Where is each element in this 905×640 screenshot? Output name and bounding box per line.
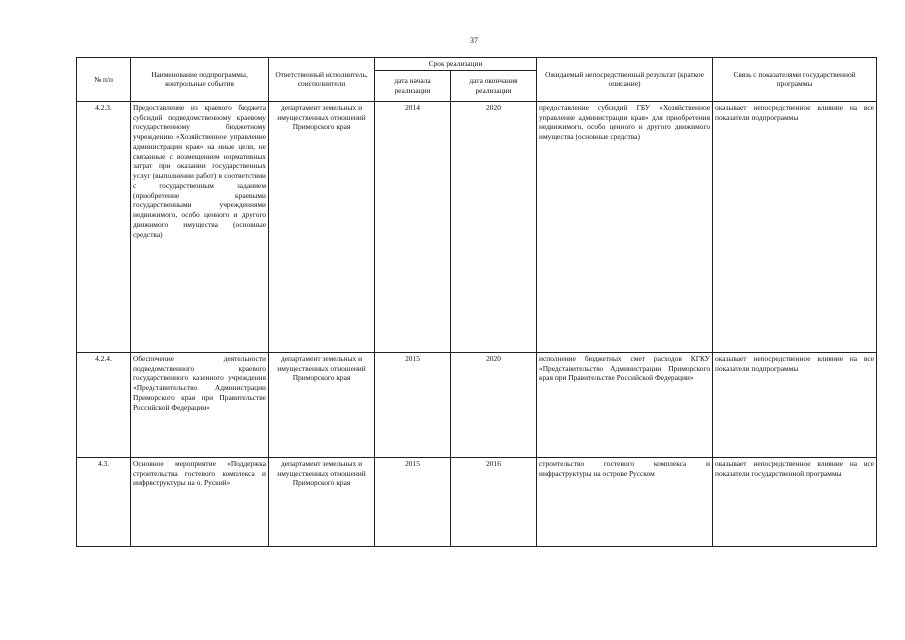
row-num: 4.2.3. — [77, 101, 131, 352]
header-end: дата окончания реализации — [451, 70, 537, 101]
row-start: 2015 — [375, 352, 451, 457]
header-result: Ожидаемый непосредственный результат (краткое описание) — [537, 58, 713, 102]
row-end: 2016 — [451, 457, 537, 546]
row-end: 2020 — [451, 352, 537, 457]
header-row — [77, 58, 877, 71]
row-name: Обеспечение деятельности подведомственного краевого государственного казенного учреждения «Представительство Администрации Приморского края при Правительстве Российской Федерации» — [131, 352, 269, 457]
row-name: Предоставление из краевого бюджета субсидий подведомственному краевому государственному бюджетному учреждению «Хозяйственное управление администрации края» на иные цели, не связанные с возмещением нормативных затрат при оказании государственных услуг (выполнении работ) в соответствии с государственным заданием (приобретение краевыми государственными учреждениями недвижимого, особо ценного и другого движимого имущества (основные средства) — [131, 101, 269, 352]
row-num: 4.2.4. — [77, 352, 131, 457]
header-start: дата начала реализации — [375, 70, 451, 101]
row-start: 2014 — [375, 101, 451, 352]
header-executor: Ответственный исполнитель, соисполнители — [269, 58, 375, 102]
table-row — [77, 352, 877, 457]
row-result: исполнение бюджетных смет расходов КГКУ «Представительство Администрации Приморского края при Правительстве Российской Федерации» — [537, 352, 713, 457]
header-link: Связь с показателями государственной программы — [713, 58, 877, 102]
row-link: оказывает непосредственное влияние на все показатели подпрограммы — [713, 101, 877, 352]
table-row — [77, 101, 877, 352]
row-name: Основное мероприятие «Поддержка строительства гостевого комплекса и инфрвструктуры на о. Руский» — [131, 457, 269, 546]
program-table — [76, 57, 877, 547]
row-executor: департамент земельных и имущественных отношений Приморского края — [269, 101, 375, 352]
row-end: 2020 — [451, 101, 537, 352]
header-num: № п/п — [77, 58, 131, 102]
row-start: 2015 — [375, 457, 451, 546]
header-period: Срок реализации — [375, 58, 537, 71]
header-name: Наименование подпрограммы, контрольные события — [131, 58, 269, 102]
row-result: предоставление субсидий ГБУ «Хозяйственное управление администрации края» для приобретения недвижимого, особо ценного и другого движимого имущества (основные средства) — [537, 101, 713, 352]
table-row — [77, 457, 877, 546]
row-link: оказывает непосредственное влияние на все показатели подпрограммы — [713, 352, 877, 457]
row-result: строительство гостевого комплекса и инфраструктуры на острове Русском — [537, 457, 713, 546]
row-executor: департамент земельных и имущественных отношений Приморского края — [269, 457, 375, 546]
row-num: 4.3. — [77, 457, 131, 546]
row-executor: департамент земельных и имущественных отношений Приморского края — [269, 352, 375, 457]
row-link: оказывает непосредственное влияние на все показатели государственной программы — [713, 457, 877, 546]
page-number: 37 — [470, 36, 478, 45]
